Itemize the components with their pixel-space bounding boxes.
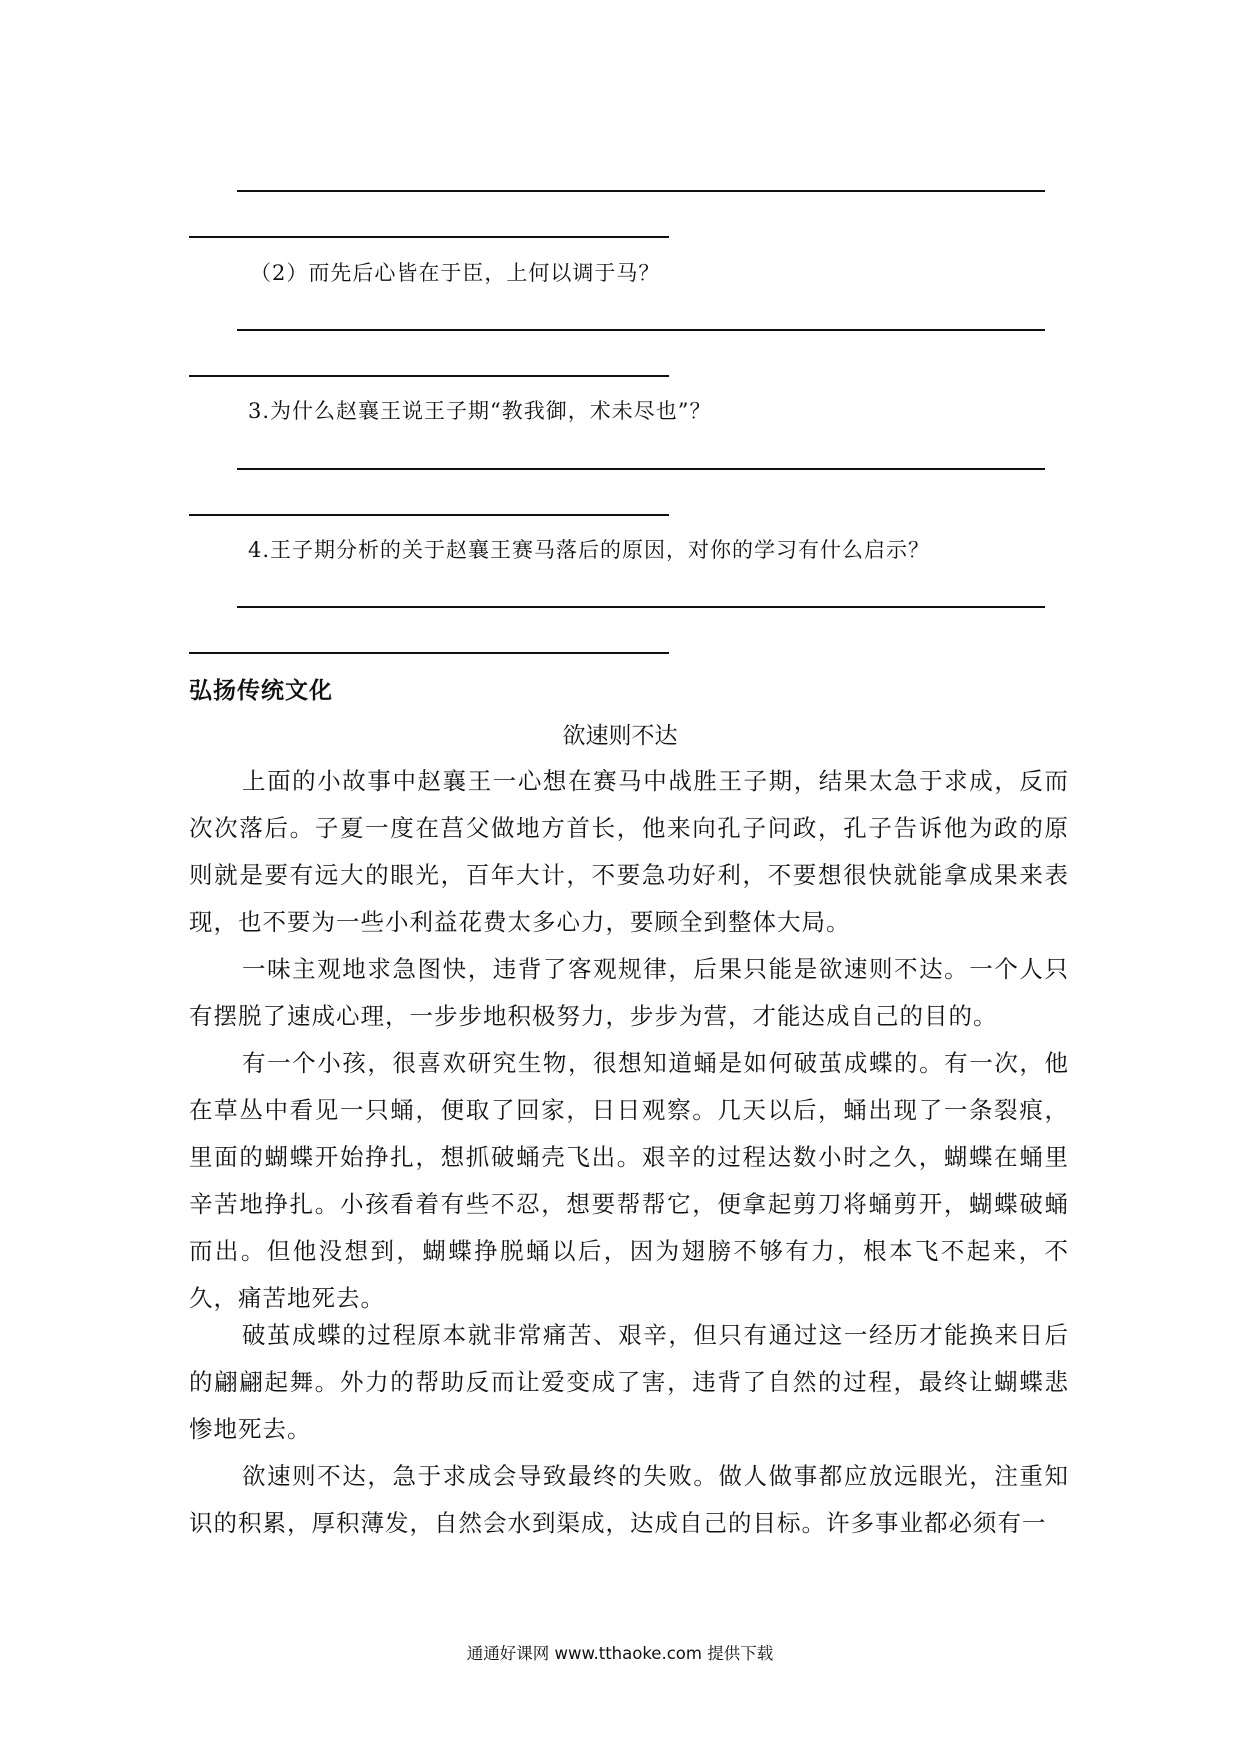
- answer-line: [189, 375, 669, 377]
- answer-line: [237, 329, 1045, 331]
- answer-line: [189, 652, 669, 654]
- page-footer: 通通好课网 www.tthaoke.com 提供下载: [466, 1644, 774, 1663]
- story-paragraph-4: 破茧成蝶的过程原本就非常痛苦、艰辛，但只有通过这一经历才能换来日后的翩翩起舞。外力的帮助反而让爱变成了害，违背了自然的过程，最终让蝴蝶悲惨地死去。: [189, 1321, 1069, 1443]
- answer-line: [237, 190, 1045, 192]
- answer-line: [237, 468, 1045, 470]
- story-paragraph-3: 有一个小孩，很喜欢研究生物，很想知道蛹是如何破茧成蝶的。有一次，他在草丛中看见一只蛹，便取了回家，日日观察。几天以后，蛹出现了一条裂痕，里面的蝴蝶开始挣扎，想抓破蛹壳飞出。艰辛的过程达数小时之久，蝴蝶在蛹里辛苦地挣扎。小孩看着有些不忍，想要帮帮它，便拿起剪刀将蛹剪开，蝴蝶破蛹而出。但他没想到，蝴蝶挣脱蛹以后，因为翅膀不够有力，根本飞不起来，不久，痛苦地死去。: [189, 1049, 1069, 1312]
- section-heading: 弘扬传统文化: [189, 678, 333, 704]
- answer-line: [189, 514, 669, 516]
- story-paragraph-2: 一味主观地求急图快，违背了客观规律，后果只能是欲速则不达。一个人只有摆脱了速成心理，一步步地积极努力，步步为营，才能达成自己的目的。: [189, 955, 1069, 1030]
- question-4: 4.王子期分析的关于赵襄王赛马落后的原因，对你的学习有什么启示？: [248, 538, 931, 562]
- story-title: 欲速则不达: [562, 723, 678, 749]
- answer-line: [237, 606, 1045, 608]
- story-paragraph-5: 欲速则不达，急于求成会导致最终的失败。做人做事都应放远眼光，注重知识的积累，厚积薄发，自然会水到渠成，达成自己的目标。许多事业都必须有一: [189, 1462, 1069, 1537]
- story-paragraph-1: 上面的小故事中赵襄王一心想在赛马中战胜王子期，结果太急于求成，反而次次落后。子夏一度在莒父做地方首长，他来向孔子问政，孔子告诉他为政的原则就是要有远大的眼光，百年大计，不要急功好利，不要想很快就能拿成果来表现，也不要为一些小利益花费太多心力，要顾全到整体大局。: [189, 767, 1069, 936]
- answer-line: [189, 236, 669, 238]
- question-3: 3.为什么赵襄王说王子期“教我御，术未尽也”？: [248, 399, 712, 423]
- question-2-sub: （2）而先后心皆在于臣，上何以调于马？: [250, 261, 661, 285]
